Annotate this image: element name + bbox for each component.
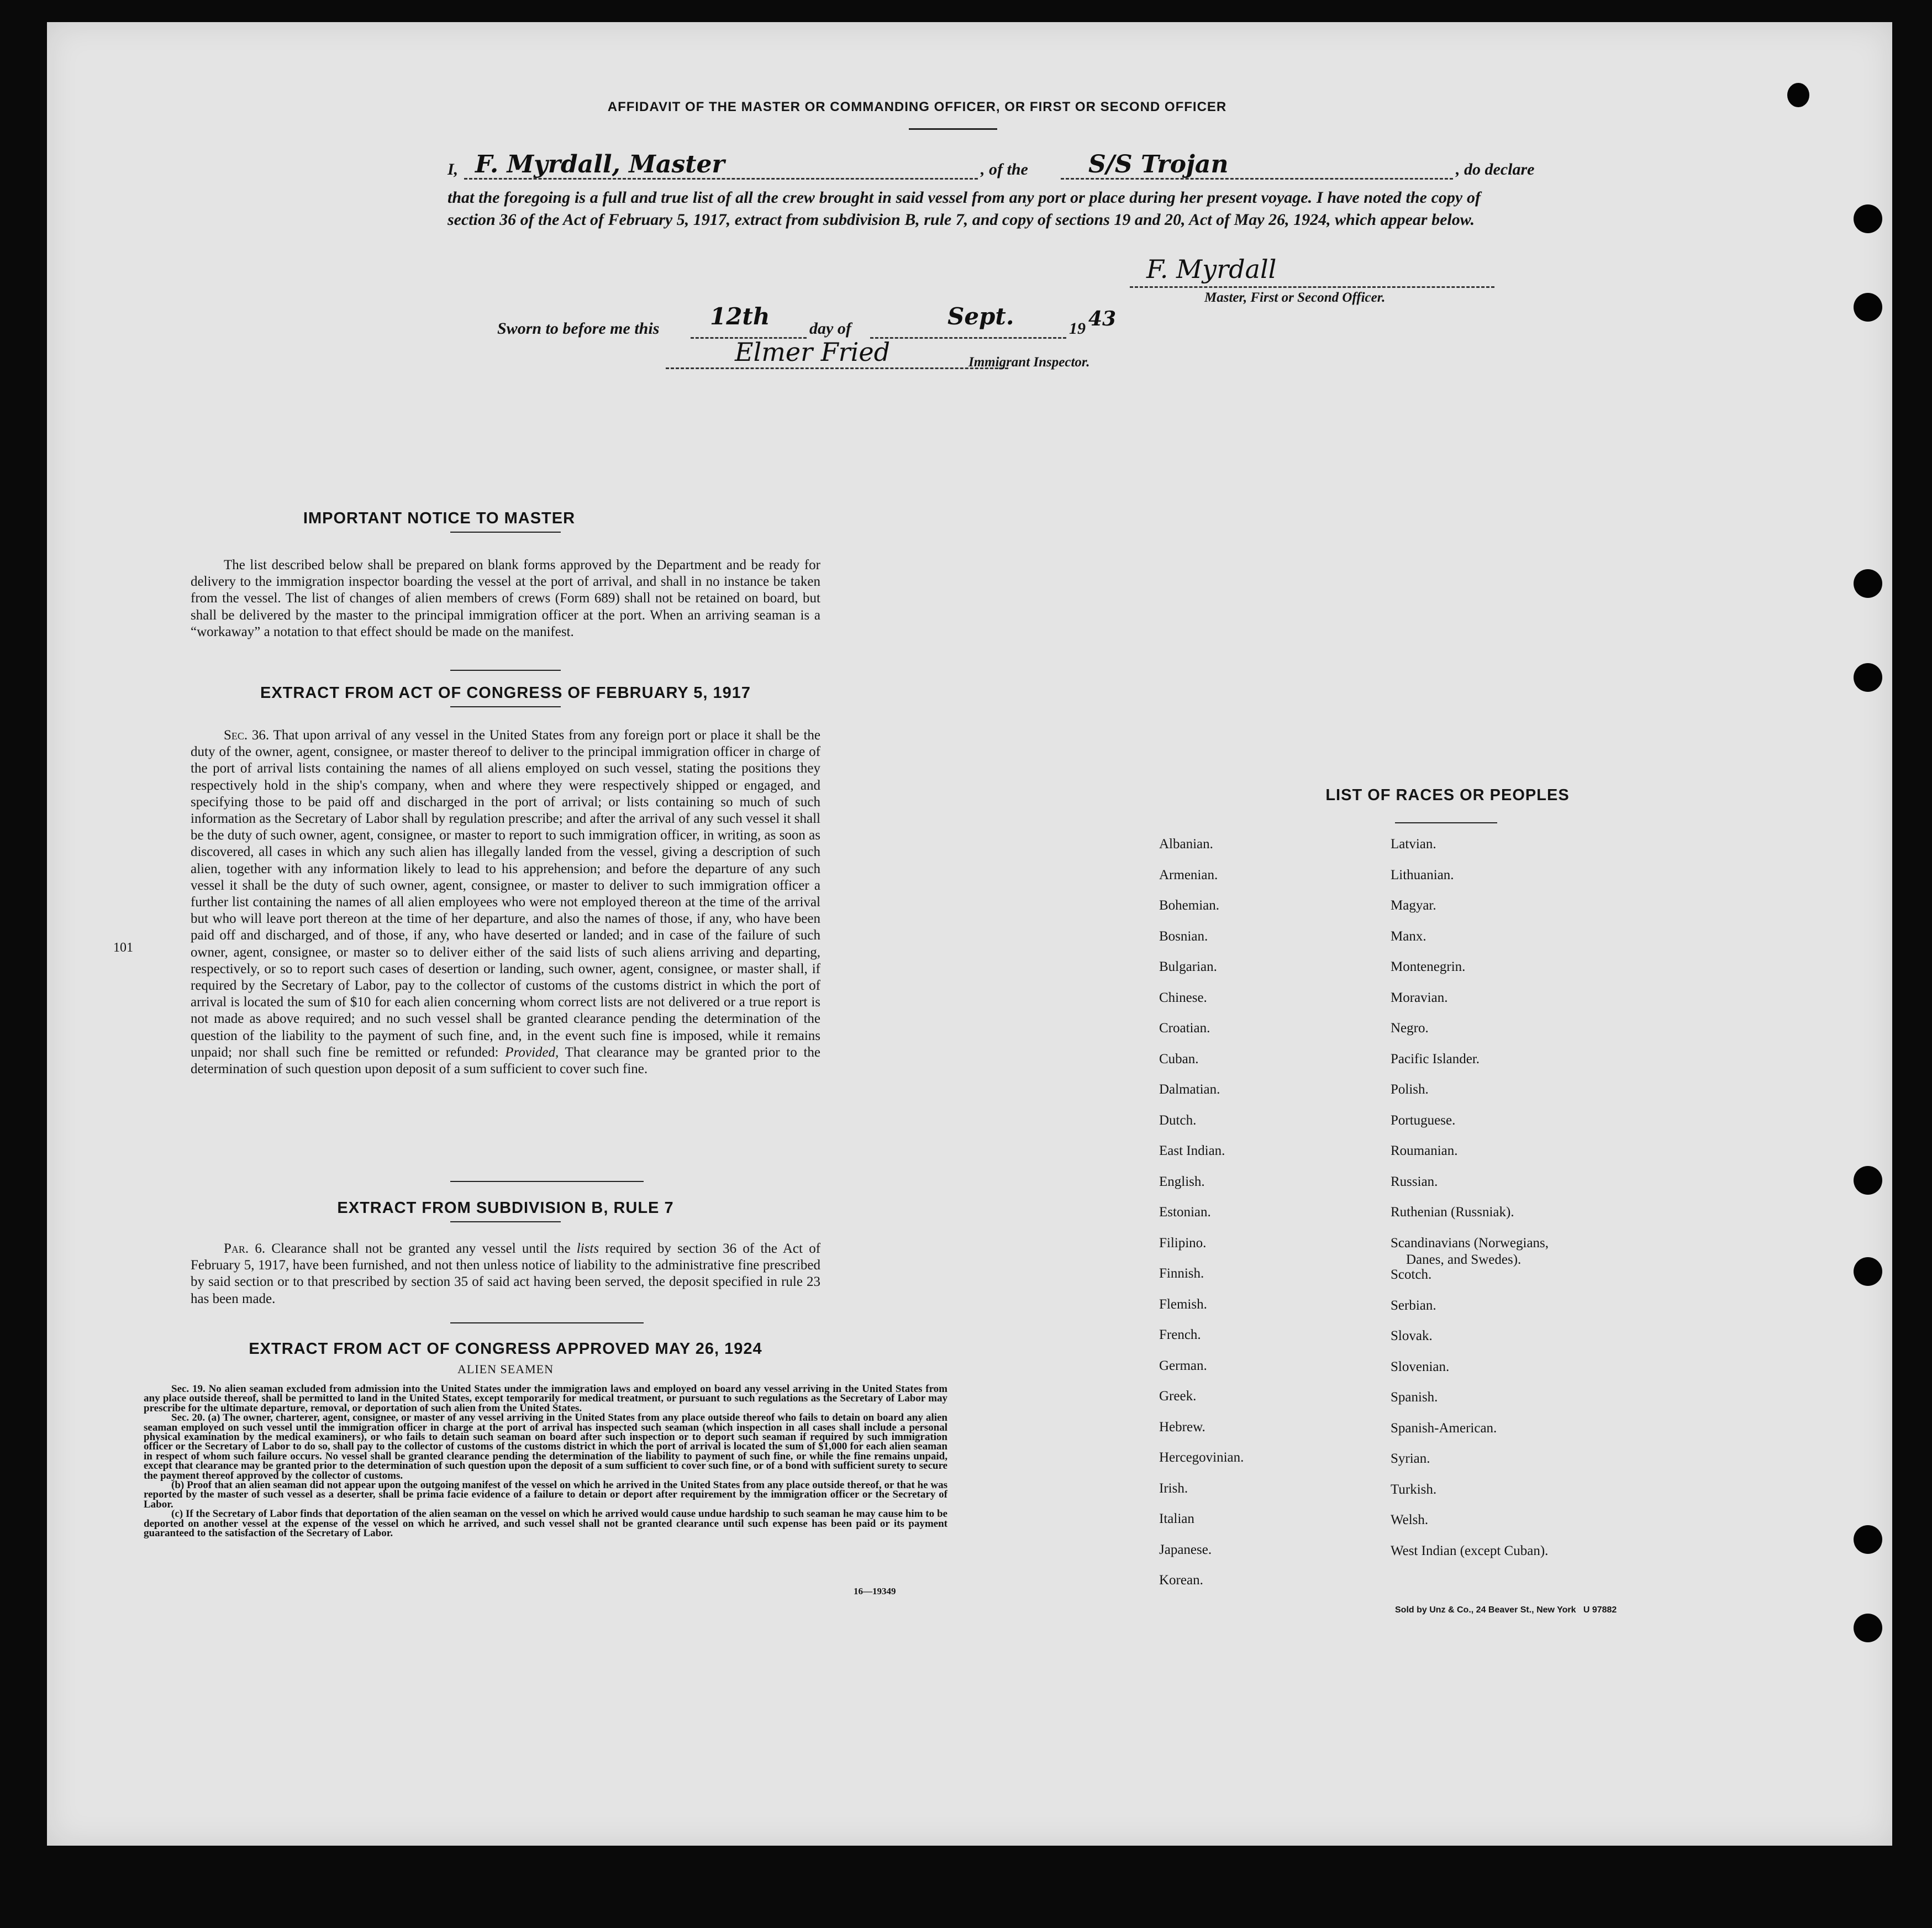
race-item: Cuban. — [1159, 1051, 1199, 1067]
vessel-name-handwriting: S/S Trojan — [1088, 150, 1229, 178]
signature-label: Master, First or Second Officer. — [1204, 290, 1386, 305]
race-item: Spanish-American. — [1391, 1420, 1497, 1436]
extract-1924-title: EXTRACT FROM ACT OF CONGRESS APPROVED MAY 26, 1924 — [249, 1340, 762, 1358]
races-title-rule — [1395, 822, 1497, 823]
race-item: Pacific Islander. — [1391, 1051, 1480, 1067]
binder-hole — [1854, 569, 1882, 598]
sec-19-text: Sec. 19. No alien seaman excluded from admission into the United States under the immigration laws and employed on board any vessel arriving in the United States from any place outside thereof, shall be permitted to land in the United States, except temporarily for medical treatment, or pursuant to such regulations as the Secretary of Labor may prescribe for the ultimate departure, removal, or deportation of such alien from the United States. — [144, 1383, 947, 1414]
master-name-handwriting: F. Myrdall, Master — [475, 150, 725, 178]
lists-word: lists — [576, 1241, 599, 1256]
race-item: Lithuanian. — [1391, 867, 1454, 882]
race-item: Portuguese. — [1391, 1112, 1456, 1128]
vessel-name-blank — [1061, 178, 1453, 180]
binder-hole — [1854, 204, 1882, 233]
do-declare-label: , do declare — [1456, 160, 1535, 178]
month-handwriting: Sept. — [947, 303, 1014, 330]
race-item: Negro. — [1391, 1021, 1429, 1036]
extract-rule7-title: EXTRACT FROM SUBDIVISION B, RULE 7 — [337, 1199, 674, 1217]
race-item: Welsh. — [1391, 1512, 1429, 1527]
affidavit-title: AFFIDAVIT OF THE MASTER OR COMMANDING OFFICER, OR FIRST OR SECOND OFFICER — [607, 99, 1227, 114]
race-item: Spanish. — [1391, 1390, 1438, 1405]
par-6-text-end: required by section 36 of the Act of February 5, 1917, have been furnished, and not then unless notice of liability to the administrative fine prescribed by said section or to that prescribed by section 35 of said act having been served, the deposit specified in rule 23 has been made. — [191, 1241, 821, 1306]
year-handwriting: 43 — [1088, 307, 1117, 330]
month-blank — [870, 337, 1066, 339]
binder-hole — [1787, 83, 1809, 107]
race-item: West Indian (except Cuban). — [1391, 1543, 1549, 1558]
race-item: Bohemian. — [1159, 898, 1220, 913]
inspector-signature: Elmer Fried — [735, 337, 891, 367]
race-item: Serbian. — [1391, 1297, 1436, 1313]
affidavit-line-1 — [448, 150, 1552, 188]
race-item: Finnish. — [1159, 1266, 1204, 1281]
binder-hole — [1854, 1166, 1882, 1195]
day-of-label: day of — [809, 319, 851, 338]
race-item: Irish. — [1159, 1480, 1188, 1496]
races-right-column — [1391, 837, 1656, 1605]
binder-hole — [1854, 1525, 1882, 1554]
race-item: Polish. — [1391, 1082, 1429, 1097]
par-6-text: Clearance shall not be granted any vessel until the — [271, 1241, 571, 1256]
sworn-prefix: Sworn to before me this — [497, 319, 660, 338]
binder-hole — [1854, 1257, 1882, 1286]
race-item: Slovenian. — [1391, 1359, 1450, 1374]
extract-1917-divider — [450, 1181, 644, 1182]
year-prefix: 19 — [1069, 319, 1086, 338]
race-item: Armenian. — [1159, 867, 1218, 882]
sec-20c-text: (c) If the Secretary of Labor finds that deportation of the alien seaman on the vessel on which he arrived would cause undue hardship to such seaman he may cause him to be deported on another vessel at the expense of the vessel on which he arrived, and such vessel shall not be granted clearance until such expense has been paid or its payment guaranteed to the satisfaction of the Secretary of Labor. — [144, 1508, 947, 1540]
race-item: Bosnian. — [1159, 928, 1208, 944]
race-item: Albanian. — [1159, 837, 1213, 852]
race-item: Italian — [1159, 1511, 1194, 1526]
printer-note: Sold by Unz & Co., 24 Beaver St., New York U 97882 — [1395, 1605, 1617, 1615]
extract-1924-subtitle: ALIEN SEAMEN — [457, 1362, 554, 1376]
extract-rule7-text — [191, 1241, 820, 1307]
race-item: Scandinavians (Norwegians, — [1391, 1235, 1549, 1251]
master-signature: F. Myrdall — [1146, 254, 1277, 284]
races-title: LIST OF RACES OR PEOPLES — [1325, 786, 1570, 804]
race-item: Croatian. — [1159, 1021, 1210, 1036]
declaration-text: that the foregoing is a full and true list of all the crew brought in said vessel from any port or place during her present voyage. I have noted the copy of section 36 of the Act of February 5, 1917, extract from subdivision B, rule 7, and copy of sections 19 and 20, Act of May 26, 1924, which appear below. — [448, 188, 1481, 229]
extract-1917-title: EXTRACT FROM ACT OF CONGRESS OF FEBRUARY 5, 1917 — [260, 684, 751, 702]
race-item: Estonian. — [1159, 1205, 1211, 1220]
document-sheet — [47, 22, 1892, 1846]
extract-rule7-divider — [450, 1322, 644, 1323]
race-item: Dalmatian. — [1159, 1082, 1220, 1097]
margin-note: 101 — [113, 941, 133, 955]
race-item: Magyar. — [1391, 898, 1436, 913]
race-item: Latvian. — [1391, 837, 1436, 852]
race-item: Dutch. — [1159, 1112, 1197, 1128]
race-item: Korean. — [1159, 1573, 1203, 1588]
affidavit-title-rule — [909, 128, 997, 130]
race-item: Chinese. — [1159, 990, 1207, 1005]
master-name-blank — [464, 178, 978, 180]
binder-hole — [1854, 293, 1882, 322]
race-item: Scotch. — [1391, 1267, 1432, 1282]
race-item: Moravian. — [1391, 990, 1448, 1005]
signature-blank — [1130, 286, 1494, 288]
race-item: East Indian. — [1159, 1143, 1225, 1158]
race-item: Hercegovinian. — [1159, 1450, 1244, 1465]
notice-divider — [450, 670, 561, 671]
sec-20a-text: Sec. 20. (a) The owner, charterer, agent, consignee, or master of any vessel arriving in the United States from any place outside thereof who fails to detain on board any alien seaman employed on such vessel until the immigration officer in charge at the port of arrival has inspected such seaman (which inspection in all cases shall include a personal physical examination by the medical examiners), or who fails to detain such seaman on board after such inspection or to deport such seaman if required by such immigration officer or the Secretary of Labor to do so, shall pay to the collector of customs of the customs district in which the port of arrival is located the sum of $1,000 for each alien seaman in respect of whom such failure occurs. No vessel shall be granted clearance pending the determination of the liability to payment of such fine, or while the fine remains unpaid, except that clearance may be granted prior to the determination of such question upon the deposit of a sum sufficient to cover such fine, or of a bond with sufficient surety to secure the payment thereof approved by the collector of customs. — [144, 1412, 947, 1482]
notice-title: IMPORTANT NOTICE TO MASTER — [303, 509, 576, 527]
race-item: Turkish. — [1391, 1482, 1437, 1497]
extract-1917-rule — [450, 706, 561, 707]
sec-36-text: That upon arrival of any vessel in the United States from any foreign port or place it shall be the duty of the owner, agent, consignee, or master thereof to deliver to the principal immigration officer in charge of the port of arrival lists containing the names of all aliens employed on such vessel, stating the positions they respectively hold in the ship's company, when and where they were respectively shipped or engaged, and specifying those to be paid off and discharged in the port of arrival; or lists containing so much of such information as the Secretary of Labor shall by regulation prescribe; and after the arrival of any such vessel it shall be the duty of such owner, agent, consignee, or master to report to such immigration officer, in writing, as soon as discovered, all cases in which any such alien has illegally landed from the vessel, giving a description of such alien, together with any information likely to lead to his apprehension; and before the departure of any such vessel it shall be the duty of such owner, agent, consignee, or master to deliver to such immigration officer a further list containing the names of all alien employees who were not employed thereon at the time of the arrival but who will leave port thereon at the time of her departure, and also the names of those, if any, who have been paid off and discharged, and of those, if any, who have deserted or landed; and in case of the failure of such owner, agent, consignee, or master so to deliver either of the said lists of such aliens arriving and departing, respectively, or so to report such cases of desertion or landing, such owner, agent, consignee, or master shall, if required by the Secretary of Labor, pay to the collector of customs of the customs district in which the port of arrival is located the sum of $10 for each alien concerning whom correct lists are not delivered or a true report is not made as above required; and no such vessel shall be granted clearance pending the determination of the question of the liability to the payment of such fine, and, in the event such fine is imposed, while it remains unpaid; nor shall such fine be remitted or refunded: — [191, 728, 820, 1060]
inspector-label: Immigrant Inspector. — [968, 355, 1090, 370]
race-item: Syrian. — [1391, 1451, 1430, 1466]
race-item: Ruthenian (Russniak). — [1391, 1205, 1514, 1220]
form-number: 16—19349 — [854, 1586, 896, 1596]
binder-hole — [1854, 1614, 1882, 1642]
inspector-blank — [666, 367, 1008, 369]
race-item: English. — [1159, 1174, 1205, 1189]
race-item: Japanese. — [1159, 1542, 1212, 1557]
races-left-column — [1159, 837, 1380, 1605]
sec-36-label: Sec. 36. — [224, 728, 270, 743]
race-item: Slovak. — [1391, 1328, 1433, 1343]
extract-1924-text — [144, 1384, 947, 1538]
sec-20b-text: (b) Proof that an alien seaman did not appear upon the outgoing manifest of the vessel on which he arrived in the United States from any place outside thereof, or that he was reported by the master of such vessel as a deserter, shall be prima facie evidence of a failure to detain or deport after requirement by the immigration officer or the Secretary of Labor. — [144, 1479, 947, 1510]
notice-text: The list described below shall be prepared on blank forms approved by the Department and be ready for delivery to the immigration inspector boarding the vessel at the port of arrival, and shall in no instance be taken from the vessel. The list of changes of alien members of crews (Form 689) shall not be retained on board, but shall be delivered by the master to the principal immigration officer at the port. When an arriving seaman is a “workaway” a notation to that effect should be made on the manifest. — [191, 558, 820, 639]
race-item: Manx. — [1391, 928, 1426, 944]
race-item: French. — [1159, 1327, 1201, 1342]
par-6-label: Par. 6. — [224, 1241, 266, 1256]
of-the-label: , of the — [981, 160, 1028, 178]
race-item: Filipino. — [1159, 1235, 1207, 1251]
race-item: Greek. — [1159, 1389, 1197, 1404]
provided-word: Provided, — [505, 1044, 559, 1060]
race-item: Roumanian. — [1391, 1143, 1458, 1158]
race-item: Hebrew. — [1159, 1419, 1205, 1435]
binder-hole — [1854, 663, 1882, 692]
notice-title-rule — [450, 532, 561, 533]
race-item: Flemish. — [1159, 1296, 1207, 1312]
line1-prefix: I, — [448, 160, 459, 178]
sec-36-text-end: That clearance may be granted prior to the determination of such question upon deposit of a sum sufficient to cover such fine. — [191, 1044, 820, 1077]
race-item: Montenegrin. — [1391, 959, 1466, 974]
race-item: Danes, and Swedes). — [1406, 1252, 1522, 1267]
extract-rule7-rule — [450, 1221, 561, 1222]
day-handwriting: 12th — [710, 303, 770, 330]
extract-1917-text — [191, 727, 820, 1078]
race-item: Bulgarian. — [1159, 959, 1217, 974]
race-item: Russian. — [1391, 1174, 1438, 1189]
race-item: German. — [1159, 1358, 1207, 1373]
